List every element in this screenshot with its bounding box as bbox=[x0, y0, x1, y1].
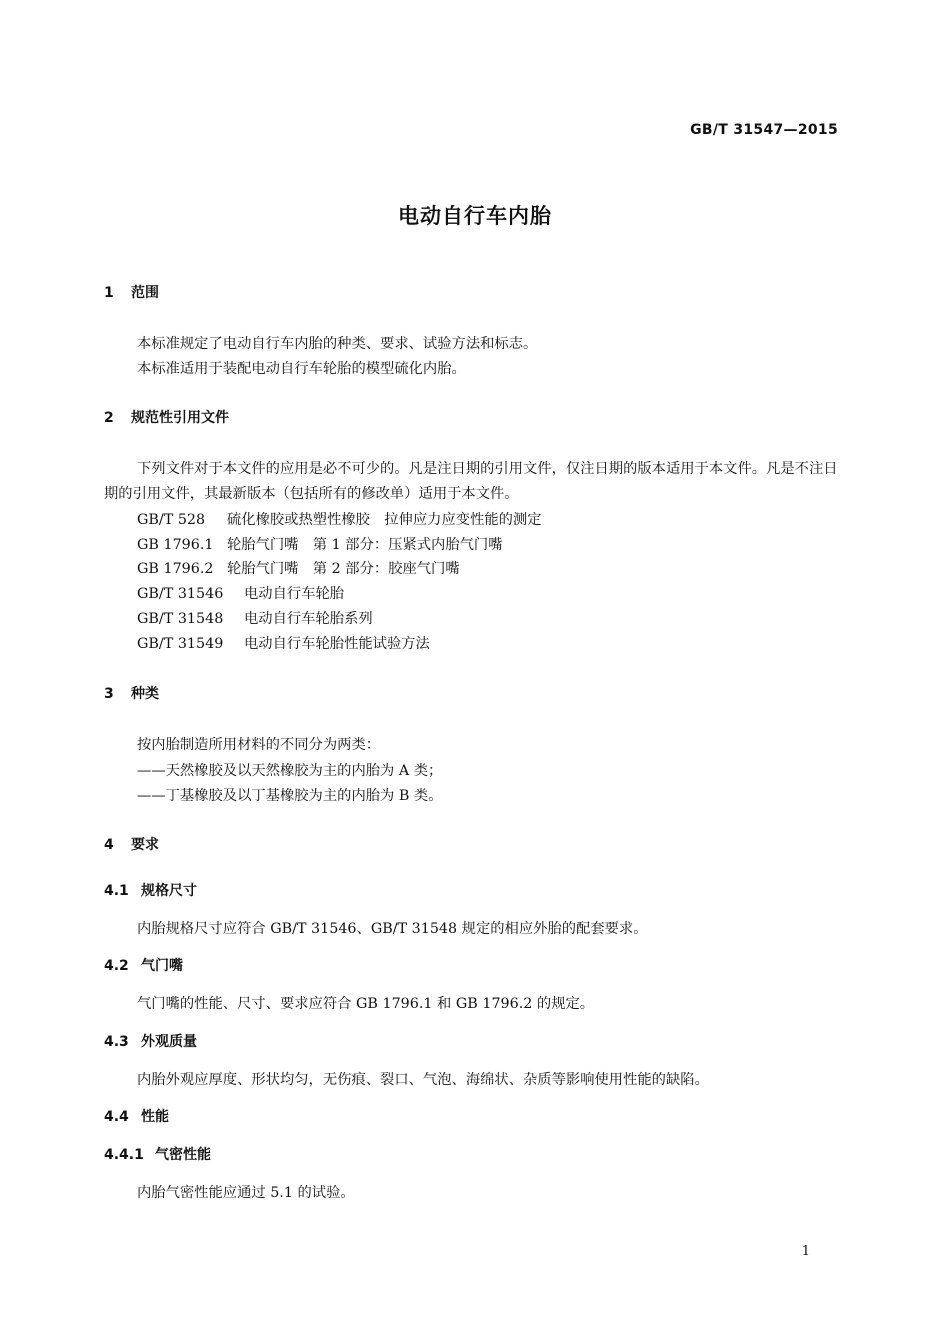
section-number: 2 bbox=[104, 410, 114, 426]
document-title: 电动自行车内胎 bbox=[398, 204, 552, 228]
reference-name: 轮胎气门嘴 第 1 部分：压紧式内胎气门嘴 bbox=[227, 537, 503, 553]
paragraph: 气门嘴的性能、尺寸、要求应符合 GB 1796.1 和 GB 1796.2 的规定。 bbox=[137, 996, 595, 1012]
section-title: 种类 bbox=[131, 686, 159, 702]
paragraph: 下列文件对于本文件的应用是必不可少的。凡是注日期的引用文件，仅注日期的版本适用于本文件。凡是不注日期的引用文件，其最新版本（包括所有的修改单）适用于本文件。 bbox=[104, 461, 838, 502]
section-number: 4 bbox=[104, 837, 114, 853]
reference-item bbox=[137, 534, 503, 554]
section-title: 规范性引用文件 bbox=[131, 410, 229, 426]
reference-item bbox=[137, 583, 344, 603]
section-number: 4.2 bbox=[104, 958, 129, 974]
paragraph: 内胎气密性能应通过 5.1 的试验。 bbox=[137, 1185, 355, 1201]
section-title: 要求 bbox=[131, 837, 159, 853]
reference-item bbox=[137, 509, 542, 529]
reference-name: 轮胎气门嘴 第 2 部分：胶座气门嘴 bbox=[227, 561, 460, 577]
section-number: 1 bbox=[104, 285, 114, 301]
section-3-heading bbox=[104, 683, 159, 703]
reference-name: 电动自行车轮胎 bbox=[244, 586, 345, 602]
section-title: 气密性能 bbox=[155, 1147, 211, 1163]
paragraph: 按内胎制造所用材料的不同分为两类： bbox=[137, 737, 381, 753]
reference-item bbox=[137, 558, 460, 578]
paragraph: 本标准规定了电动自行车内胎的种类、要求、试验方法和标志。 bbox=[137, 336, 538, 352]
paragraph: 本标准适用于装配电动自行车轮胎的模型硫化内胎。 bbox=[137, 361, 466, 377]
section-4-4-1-heading bbox=[104, 1144, 211, 1164]
page-number: 1 bbox=[801, 1244, 810, 1259]
section-number: 4.4.1 bbox=[104, 1147, 144, 1163]
section-title: 气门嘴 bbox=[141, 958, 183, 974]
reference-code: GB/T 31546 bbox=[137, 586, 224, 602]
section-title: 规格尺寸 bbox=[141, 883, 197, 899]
section-title: 范围 bbox=[131, 285, 159, 301]
section-title: 外观质量 bbox=[141, 1034, 197, 1050]
section-number: 4.4 bbox=[104, 1109, 129, 1125]
reference-name: 电动自行车轮胎性能试验方法 bbox=[244, 636, 430, 652]
section-4-3-heading bbox=[104, 1031, 197, 1051]
list-item: ——丁基橡胶及以丁基橡胶为主的内胎为 B 类。 bbox=[137, 788, 443, 804]
reference-code: GB 1796.2 bbox=[137, 561, 214, 577]
list-item: ——天然橡胶及以天然橡胶为主的内胎为 A 类； bbox=[137, 763, 443, 779]
section-number: 3 bbox=[104, 686, 114, 702]
section-title: 性能 bbox=[141, 1109, 169, 1125]
section-4-4-heading bbox=[104, 1106, 169, 1126]
section-number: 4.3 bbox=[104, 1034, 129, 1050]
section-2-heading bbox=[104, 407, 229, 427]
section-4-heading bbox=[104, 834, 159, 854]
section-4-2-heading bbox=[104, 955, 183, 975]
paragraph: 内胎规格尺寸应符合 GB/T 31546、GB/T 31548 规定的相应外胎的配套要求。 bbox=[137, 921, 648, 937]
reference-code: GB/T 528 bbox=[137, 512, 206, 528]
section-4-1-heading bbox=[104, 880, 197, 900]
standard-number: GB/T 31547—2015 bbox=[690, 122, 838, 138]
reference-item bbox=[137, 608, 373, 628]
paragraph: 内胎外观应厚度、形状均匀，无伤痕、裂口、气泡、海绵状、杂质等影响使用性能的缺陷。 bbox=[137, 1072, 709, 1088]
section-number: 4.1 bbox=[104, 883, 129, 899]
reference-code: GB 1796.1 bbox=[137, 537, 214, 553]
reference-code: GB/T 31548 bbox=[137, 611, 224, 627]
reference-code: GB/T 31549 bbox=[137, 636, 224, 652]
reference-name: 电动自行车轮胎系列 bbox=[244, 611, 373, 627]
section-1-heading bbox=[104, 282, 159, 302]
reference-item bbox=[137, 633, 430, 653]
reference-name: 硫化橡胶或热塑性橡胶 拉伸应力应变性能的测定 bbox=[227, 512, 542, 528]
